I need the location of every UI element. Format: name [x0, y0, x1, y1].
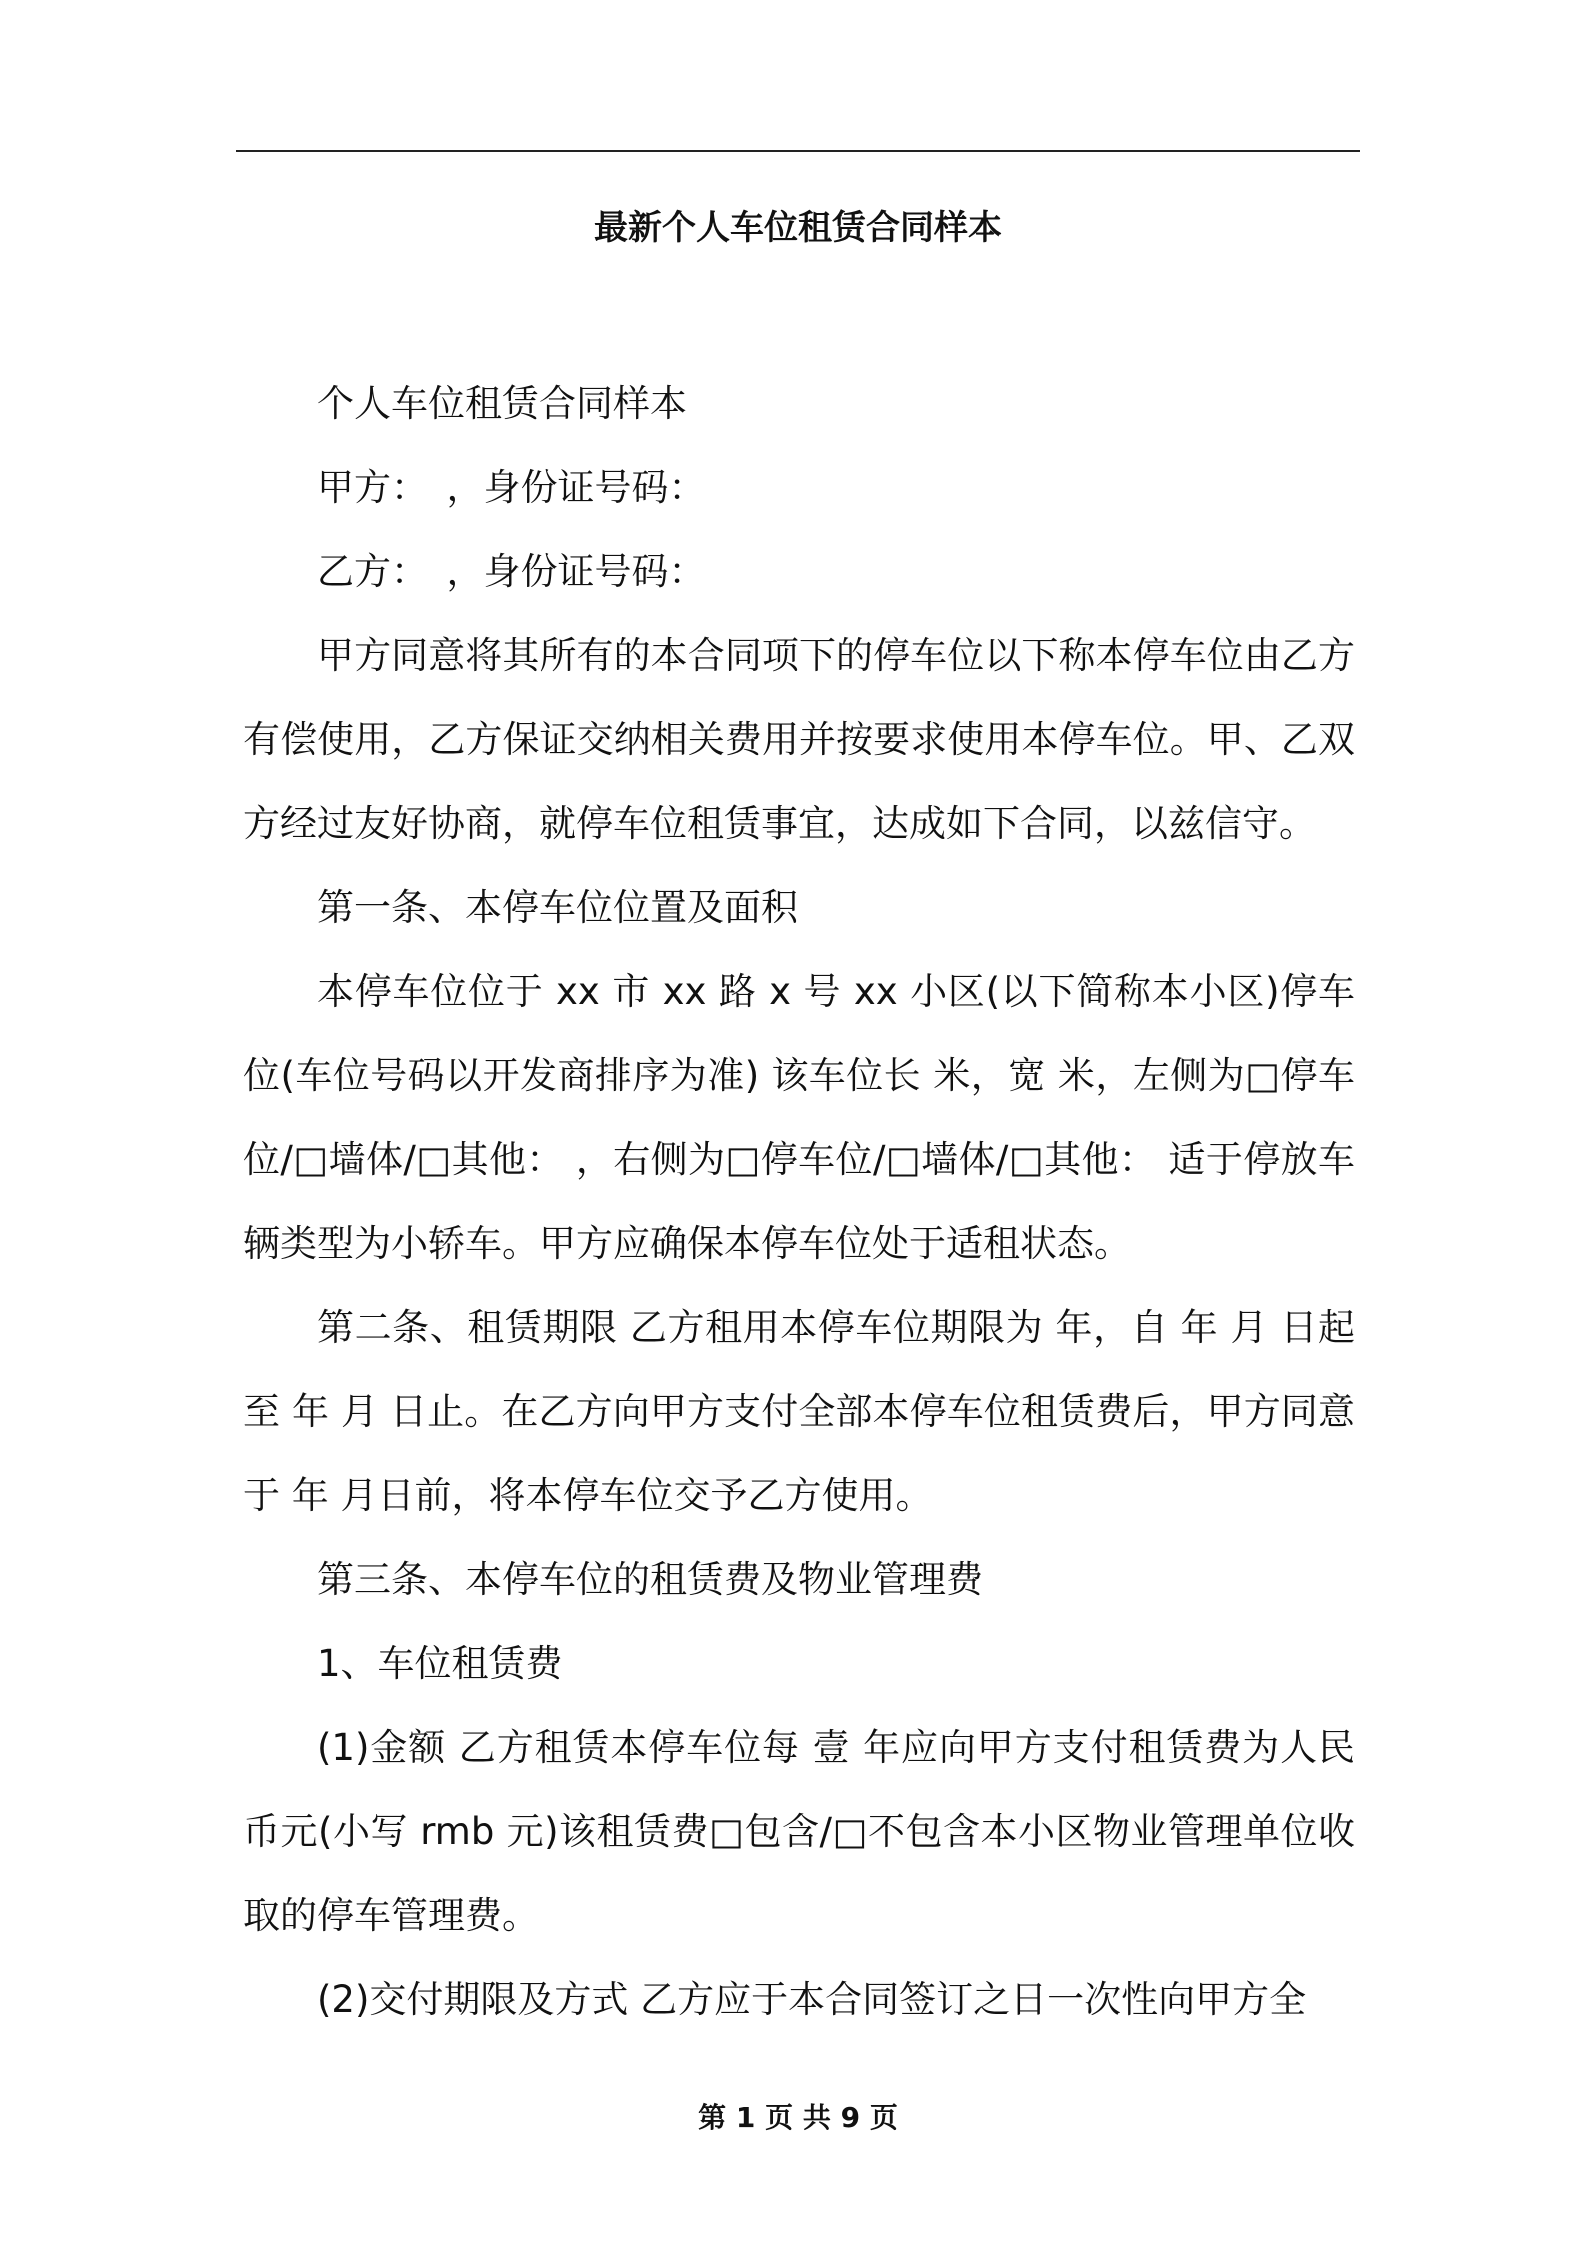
header-rule: [236, 150, 1360, 152]
paragraph-article-1-body: 本停车位位于 xx 市 xx 路 x 号 xx 小区(以下简称本小区)停车位(车位号码以开发商排序为准) 该车位长 米，宽 米，左侧为□停车位/□墙体/□其他： ，右侧为□停车位/□墙体/□其他： 适于停放车辆类型为小轿车。甲方应确保本停车位处于适租状态。: [243, 970, 1355, 1265]
document-body: [243, 362, 1355, 2042]
paragraph-article-3-heading: 第三条、本停车位的租赁费及物业管理费: [317, 1558, 983, 1601]
document-title: 最新个人车位租赁合同样本: [594, 208, 1002, 248]
paragraph-subtitle: 个人车位租赁合同样本: [317, 382, 687, 425]
paragraph-party-a: 甲方： ，身份证号码：: [317, 466, 706, 509]
paragraph-preamble: 甲方同意将其所有的本合同项下的停车位以下称本停车位由乙方有偿使用，乙方保证交纳相关费用并按要求使用本停车位。甲、乙双方经过友好协商，就停车位租赁事宜，达成如下合同，以兹信守。: [243, 634, 1355, 845]
page-number-footer: 第 1 页 共 9 页: [698, 2101, 898, 2134]
paragraph-article-1-heading: 第一条、本停车位位置及面积: [317, 886, 798, 929]
paragraph-amount: (1)金额 乙方租赁本停车位每 壹 年应向甲方支付租赁费为人民币元(小写 rmb 元)该租赁费□包含/□不包含本小区物业管理单位收取的停车管理费。: [243, 1726, 1355, 1937]
paragraph-section-1: 1、车位租赁费: [317, 1642, 563, 1685]
paragraph-payment-terms: (2)交付期限及方式 乙方应于本合同签订之日一次性向甲方全: [317, 1978, 1307, 2021]
paragraph-party-b: 乙方： ，身份证号码：: [317, 550, 706, 593]
paragraph-article-2: 第二条、租赁期限 乙方租用本停车位期限为 年，自 年 月 日起至 年 月 日止。在乙方向甲方支付全部本停车位租赁费后，甲方同意于 年 月日前，将本停车位交予乙方使用。: [243, 1306, 1355, 1517]
